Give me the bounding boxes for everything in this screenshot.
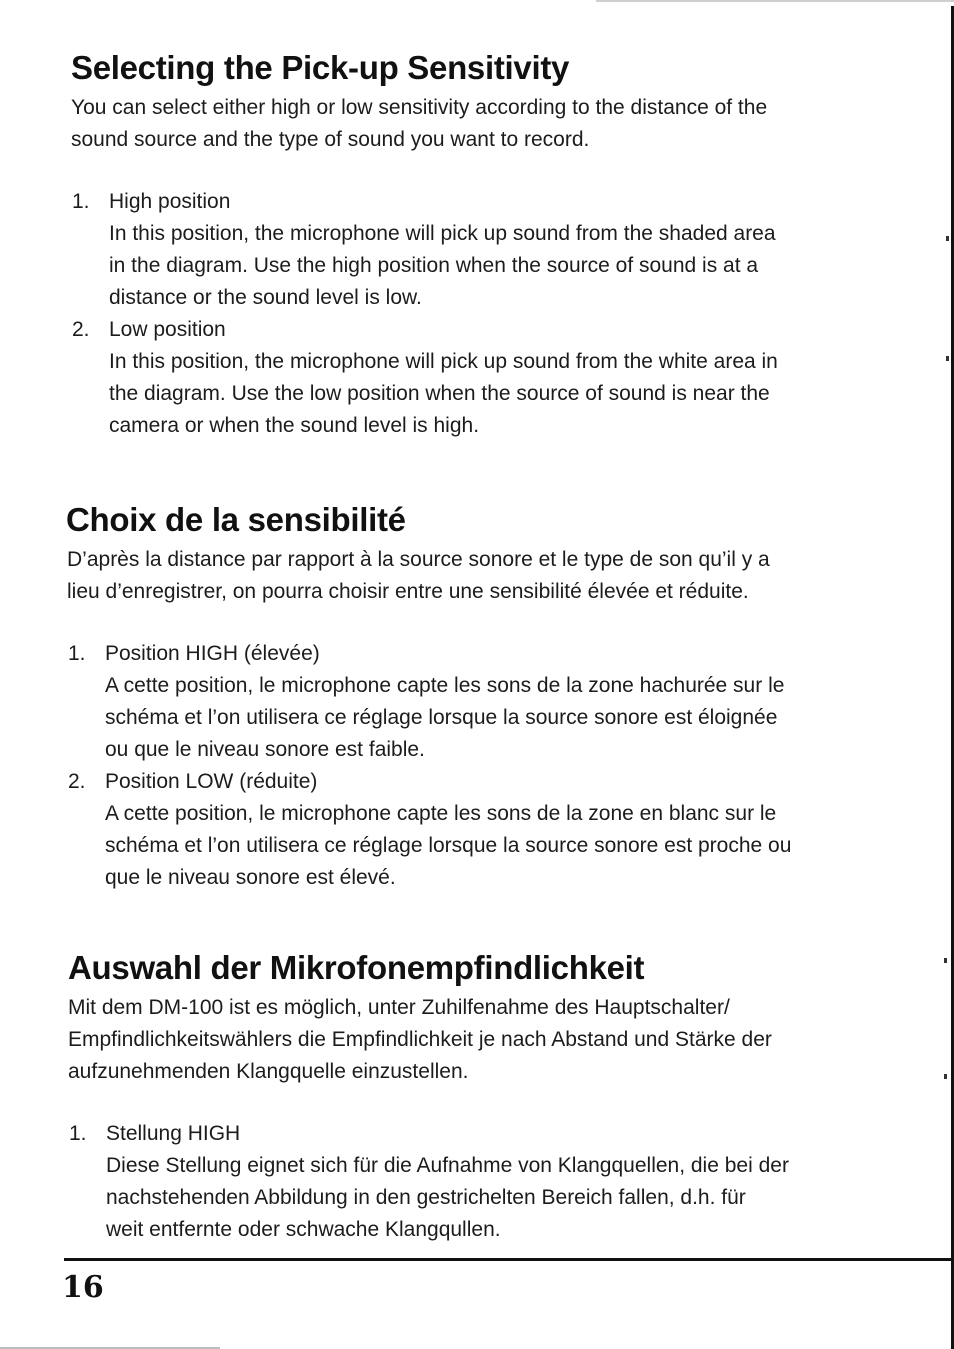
item-body-line: distance or the sound level is low.: [109, 286, 422, 309]
item-body-line: Diese Stellung eignet sich für die Aufnahme von Klangquellen, die bei der: [106, 1154, 789, 1177]
item-body-line: ou que le niveau sonore est faible.: [105, 738, 425, 761]
list-item: [0, 1118, 954, 1246]
item-title: Low position: [109, 318, 226, 341]
item-body-line: nachstehenden Abbildung in den gestrichelten Bereich fallen, d.h. für: [106, 1186, 746, 1209]
list-item: [0, 766, 954, 894]
page-number: 16: [62, 1270, 104, 1305]
intro-line: Empfindlichkeitswählers die Empfindlichkeit je nach Abstand und Stärke der: [68, 1028, 772, 1051]
item-title: Position LOW (réduite): [105, 770, 318, 793]
item-title: High position: [109, 190, 231, 213]
item-body-line: schéma et l’on utilisera ce réglage lorsque la source sonore est proche ou: [105, 834, 792, 857]
section-french: [0, 500, 954, 894]
footer-rule: [64, 1258, 951, 1261]
item-title: Stellung HIGH: [106, 1122, 241, 1145]
item-number: 1.: [69, 1122, 87, 1145]
list-item: [0, 314, 954, 442]
item-title: Position HIGH (élevée): [105, 642, 320, 665]
intro-line: You can select either high or low sensitivity according to the distance of the: [71, 96, 768, 119]
item-body-line: A cette position, le microphone capte les sons de la zone en blanc sur le: [105, 802, 777, 825]
item-body-line: que le niveau sonore est élevé.: [105, 866, 396, 889]
item-number: 2.: [68, 770, 86, 793]
section-heading: Selecting the Pick-up Sensitivity: [71, 49, 570, 86]
item-number: 2.: [72, 318, 90, 341]
top-edge-rule: [596, 0, 954, 2]
section-heading: Choix de la sensibilité: [66, 501, 406, 538]
intro-line: sound source and the type of sound you want to record.: [71, 128, 590, 151]
section-heading: Auswahl der Mikrofonempfindlichkeit: [68, 949, 645, 986]
item-body-line: A cette position, le microphone capte les sons de la zone hachurée sur le: [105, 674, 785, 697]
item-body-line: the diagram. Use the low position when the source of sound is near the: [109, 382, 770, 405]
item-number: 1.: [68, 642, 86, 665]
item-body-line: schéma et l’on utilisera ce réglage lorsque la source sonore est éloignée: [105, 706, 778, 729]
list-item: [0, 186, 954, 314]
item-body-line: camera or when the sound level is high.: [109, 414, 480, 437]
list-item: [0, 638, 954, 766]
item-body-line: In this position, the microphone will pick up sound from the shaded area: [109, 222, 776, 245]
item-body-line: in the diagram. Use the high position when the source of sound is at a: [109, 254, 759, 277]
intro-line: D’après la distance par rapport à la source sonore et le type de son qu’il y a: [67, 548, 770, 571]
item-body-line: In this position, the microphone will pick up sound from the white area in: [109, 350, 778, 373]
intro-line: Mit dem DM-100 ist es möglich, unter Zuhilfenahme des Hauptschalter/: [68, 996, 730, 1019]
intro-line: aufzunehmenden Klangquelle einzustellen.: [68, 1060, 469, 1083]
section-english: [0, 48, 954, 442]
item-number: 1.: [72, 190, 90, 213]
intro-line: lieu d’enregistrer, on pourra choisir entre une sensibilité élevée et réduite.: [67, 580, 749, 603]
item-body-line: weit entfernte oder schwache Klangqullen.: [106, 1218, 501, 1241]
section-german: [0, 948, 954, 1246]
